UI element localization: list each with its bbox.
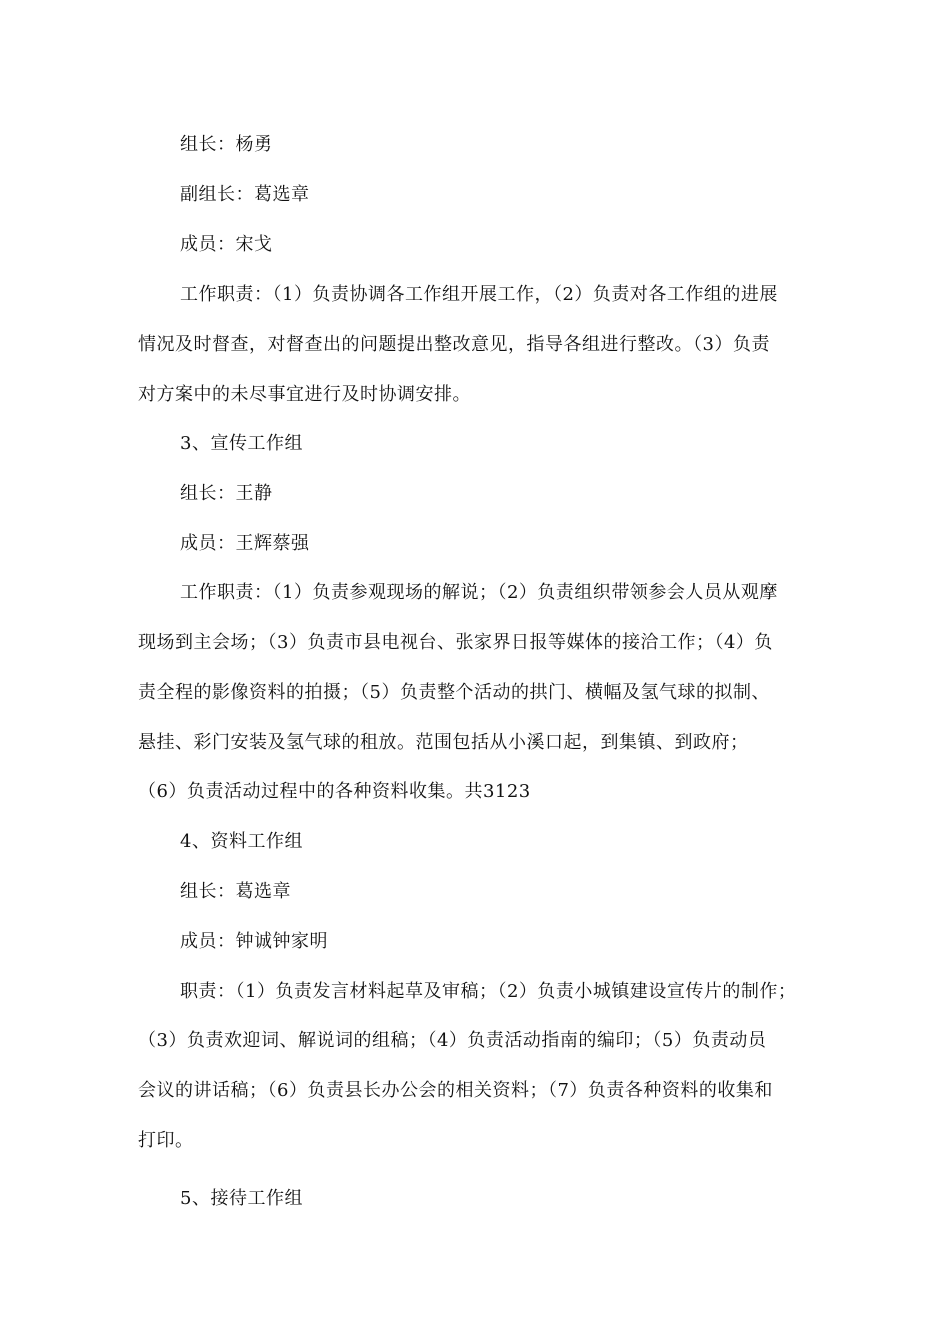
leader-line: 组长：杨勇 bbox=[180, 134, 273, 155]
duties-paragraph-line: （3）负责欢迎词、解说词的组稿；（4）负责活动指南的编印；（5）负责动员 bbox=[138, 1030, 767, 1051]
section-heading-publicity: 3、宣传工作组 bbox=[180, 433, 303, 454]
section-heading-materials: 4、资料工作组 bbox=[180, 831, 303, 852]
duties-paragraph-line: 现场到主会场；（3）负责市县电视台、张家界日报等媒体的接洽工作；（4）负 bbox=[138, 632, 773, 653]
duties-paragraph-line: 会议的讲话稿；（6）负责县长办公会的相关资料；（7）负责各种资料的收集和 bbox=[138, 1080, 773, 1101]
members-line: 成员：王辉蔡强 bbox=[180, 533, 310, 554]
section-heading-reception: 5、接待工作组 bbox=[180, 1188, 303, 1209]
duties-paragraph-line: 职责：（1）负责发言材料起草及审稿；（2）负责小城镇建设宣传片的制作； bbox=[180, 981, 797, 1002]
duties-paragraph-line: 工作职责：（1）负责参观现场的解说；（2）负责组织带领参会人员从观摩 bbox=[180, 582, 778, 603]
duties-paragraph-line: 责全程的影像资料的拍摄；（5）负责整个活动的拱门、横幅及氢气球的拟制、 bbox=[138, 682, 770, 703]
leader-line: 组长：王静 bbox=[180, 483, 273, 504]
duties-paragraph-line: 情况及时督查，对督查出的问题提出整改意见，指导各组进行整改。（3）负责 bbox=[138, 334, 770, 355]
members-line: 成员：钟诚钟家明 bbox=[180, 931, 328, 952]
duties-paragraph-line: （6）负责活动过程中的各种资料收集。共3123 bbox=[138, 781, 531, 802]
duties-paragraph-line: 工作职责：（1）负责协调各工作组开展工作，（2）负责对各工作组的进展 bbox=[180, 284, 778, 305]
duties-paragraph-line: 悬挂、彩门安装及氢气球的租放。范围包括从小溪口起，到集镇、到政府； bbox=[138, 732, 749, 753]
deputy-leader-line: 副组长：葛选章 bbox=[180, 184, 310, 205]
duties-paragraph-line: 打印。 bbox=[138, 1130, 194, 1151]
duties-paragraph-line: 对方案中的未尽事宜进行及时协调安排。 bbox=[138, 384, 471, 405]
leader-line: 组长：葛选章 bbox=[180, 881, 291, 902]
members-line: 成员：宋戈 bbox=[180, 234, 273, 255]
